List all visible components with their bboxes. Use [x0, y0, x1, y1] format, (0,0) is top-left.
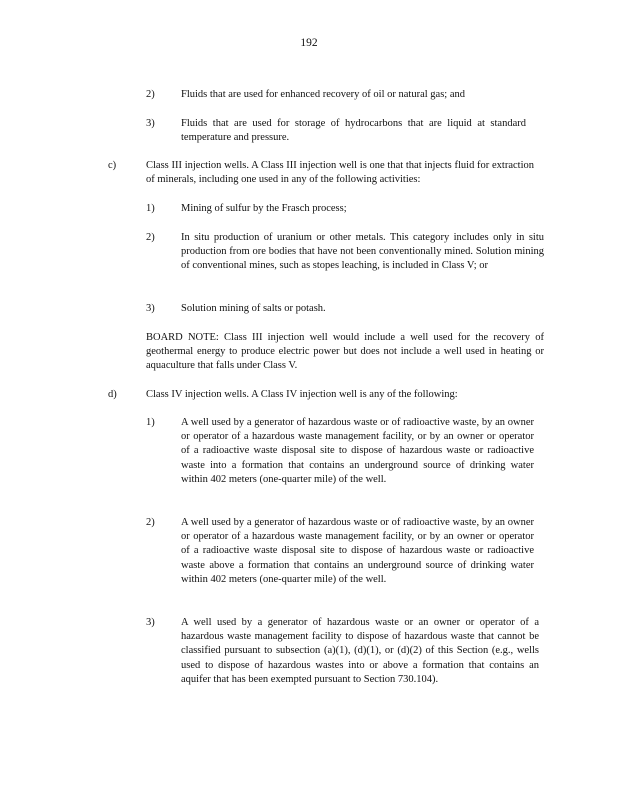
page-number: 192: [300, 37, 318, 49]
item-label: 1): [146, 203, 155, 214]
item-text: A well used by a generator of hazardous waste or of radioactive waste, by an owner or operator of a hazardous waste management facility, or by an owner or operator of a radioactive waste disposal site to dispose of hazardous waste or radioactive waste above a formation that contains an underground source of drinking water within 402 meters (one-quarter mile) of the well.: [181, 517, 534, 585]
item-text: In situ production of uranium or other metals. This category includes only in situ production from ore bodies that have not been conventionally mined. Solution mining of conventional mines, such as stopes leaching, is included in Class V; or: [181, 232, 544, 272]
item-text: Solution mining of salts or potash.: [181, 303, 326, 314]
item-label: 2): [146, 232, 155, 243]
section-text: Class IV injection wells. A Class IV injection well is any of the following:: [146, 389, 458, 400]
item-label: 2): [146, 89, 155, 100]
item-label: 3): [146, 118, 155, 129]
item-text: A well used by a generator of hazardous waste or of radioactive waste, by an owner or operator of a hazardous waste management facility, or by an owner or operator of a radioactive waste disposal site to dispose of hazardous waste or radioactive waste into a formation that contains an underground source of drinking water within 402 meters (one-quarter mile) of the well.: [181, 417, 534, 485]
board-note: BOARD NOTE: Class III injection well would include a well used for the recovery of geothermal energy to produce electric power but does not include a well used in heating or aquaculture that falls under Class V.: [146, 332, 544, 372]
item-label: 3): [146, 617, 155, 628]
item-label: 3): [146, 303, 155, 314]
item-text: A well used by a generator of hazardous waste or an owner or operator of a hazardous waste management facility to dispose of hazardous waste that cannot be classified pursuant to subsection (a)(1), (d)(1), or (d)(2) of this Section (e.g., wells used to dispose of hazardous wastes into or above a formation that contains an aquifer that has been exempted pursuant to Section 730.104).: [181, 617, 539, 685]
section-label: c): [108, 160, 117, 171]
section-text: Class III injection wells. A Class III injection well is one that that injects fluid for extraction of minerals, including one used in any of the following activities:: [146, 160, 534, 186]
item-text: Mining of sulfur by the Frasch process;: [181, 203, 347, 214]
item-label: 2): [146, 517, 155, 528]
item-text: Fluids that are used for enhanced recovery of oil or natural gas; and: [181, 89, 465, 100]
item-label: 1): [146, 417, 155, 428]
section-label: d): [108, 389, 117, 400]
item-text: Fluids that are used for storage of hydrocarbons that are liquid at standard temperature and pressure.: [181, 118, 526, 144]
